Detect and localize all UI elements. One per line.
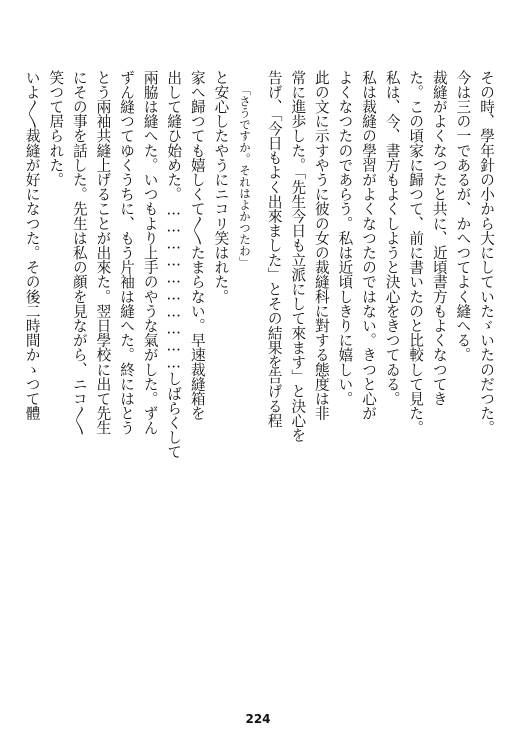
text-line: と安心したやうにニコリ笑はれた。: [212, 70, 230, 304]
left-text-block: [20, 70, 256, 695]
text-line: 「さうですか。それはよかつたわ」: [238, 84, 252, 268]
text-line: その時、學年針の小から大にしていたゞいたのだつた。: [478, 70, 495, 435]
text-line: 常に進歩した。「先生今日も立派にして來ます」と決心を: [289, 70, 307, 443]
text-line: とう兩袖共縫上げることが出來た。翌日學校に出て先生: [94, 70, 112, 435]
text-line: 家へ歸つても嬉しくて〳〵たまらない。早速裁縫箱を: [188, 70, 206, 421]
text-line: た。この頃家に歸つて、前に書いたのと比較して見た。: [407, 70, 425, 435]
text-line: 告げ、「今日もよく出來ました」とその結果を告げる程: [265, 70, 283, 428]
text-line: 私は裁縫の學習がよくなつたのではない。きつと心が: [360, 70, 378, 421]
text-line: 出して縫ひ始めた。…………………………しばらくして: [165, 70, 183, 459]
right-text-block: [262, 70, 498, 695]
text-line: 今は三の一であるが、かへつてよく縫へる。: [454, 70, 472, 362]
text-line: 此の文に示すやうに彼の女の裁縫科に對する態度は非: [312, 70, 330, 421]
text-line: よくなつたのであらう。私は近頃しきりに嬉しい。: [336, 70, 354, 406]
text-line: いよ〳〵裁縫が好になつた。その後二時間かゝつて體: [23, 70, 41, 421]
text-line: 兩脇は縫へた。いつもより上手のやうな氣がした。ずん: [141, 70, 159, 435]
text-line: 笑つて居られた。: [47, 70, 65, 187]
text-line: 裁縫がよくなつたと共に、近頃書方もよくなつてき: [430, 70, 448, 406]
text-line: にその事を話した。先生は私の顔を見ながら、ニコ〳〵: [70, 70, 88, 435]
text-line: ずん縫つてゆくうちに、もう片袖は縫へた。終にはとう: [118, 70, 136, 435]
text-line: 私は、今、書方もよくしようと決心をきつてゐる。: [383, 70, 401, 406]
page-number: 224: [245, 712, 271, 726]
